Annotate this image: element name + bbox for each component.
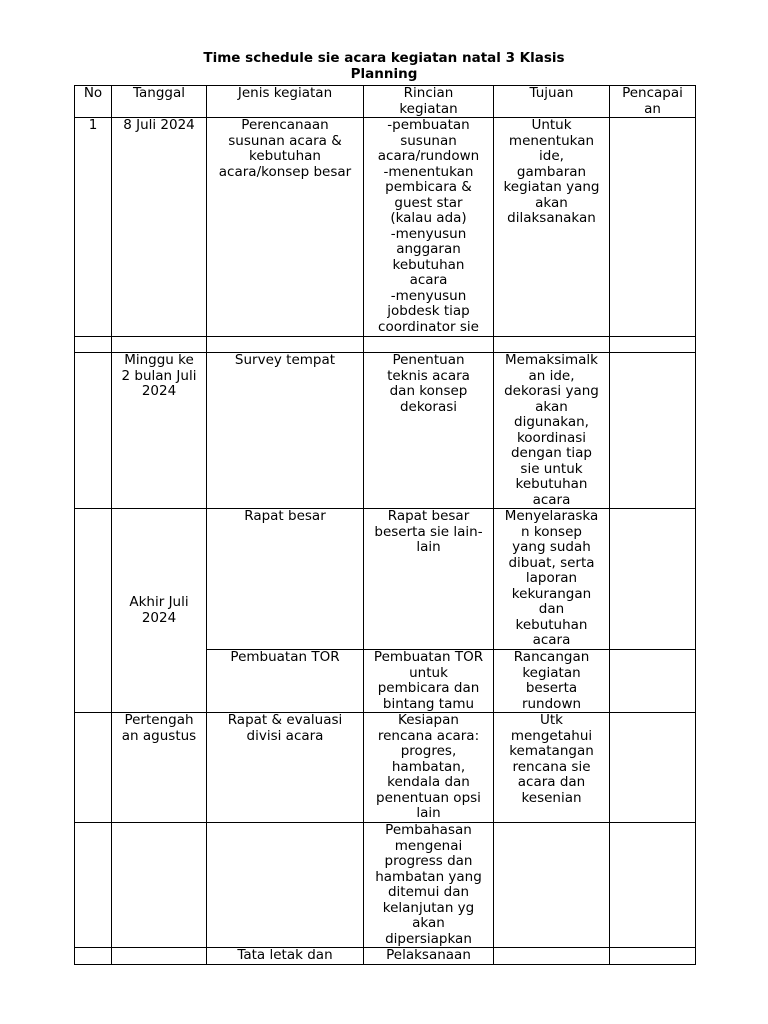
- cell-pencapaian: [610, 713, 696, 823]
- table-row: [75, 118, 696, 337]
- table-row: [75, 509, 696, 650]
- cell-rincian: Rapat besar beserta sie lain- lain: [364, 509, 494, 650]
- cell-tujuan: Utk mengetahui kematangan rencana sie acara dan kesenian: [494, 713, 610, 823]
- document-title: [74, 50, 694, 82]
- cell-tanggal: [112, 948, 207, 965]
- title-line-2: Planning: [350, 66, 418, 82]
- cell-jenis: [207, 337, 364, 353]
- cell-tujuan: [494, 948, 610, 965]
- cell-jenis: Rapat & evaluasi divisi acara: [207, 713, 364, 823]
- cell-rincian: Pelaksanaan: [364, 948, 494, 965]
- cell-tanggal: Pertengah an agustus: [112, 713, 207, 823]
- cell-pencapaian: [610, 353, 696, 509]
- cell-pencapaian: [610, 118, 696, 337]
- table-row: [75, 713, 696, 823]
- cell-pencapaian: [610, 337, 696, 353]
- title-line-1: Time schedule sie acara kegiatan natal 3 Klasis: [203, 50, 565, 66]
- cell-tanggal: 8 Juli 2024: [112, 118, 207, 337]
- cell-tanggal: [112, 823, 207, 948]
- cell-rincian: [364, 337, 494, 353]
- table-row: [75, 823, 696, 948]
- header-no: No: [75, 86, 112, 118]
- cell-no: [75, 509, 112, 713]
- table-row: [75, 337, 696, 353]
- cell-jenis: Rapat besar: [207, 509, 364, 650]
- cell-no: [75, 823, 112, 948]
- cell-tujuan: Rancangan kegiatan beserta rundown: [494, 650, 610, 713]
- header-jenis-kegiatan: Jenis kegiatan: [207, 86, 364, 118]
- cell-rincian: Penentuan teknis acara dan konsep dekorasi: [364, 353, 494, 509]
- cell-rincian: Pembahasan mengenai progress dan hambatan yang ditemui dan kelanjutan yg akan dipersiapkan: [364, 823, 494, 948]
- cell-tanggal: [112, 337, 207, 353]
- cell-jenis: Survey tempat: [207, 353, 364, 509]
- cell-tanggal: Akhir Juli 2024: [112, 509, 207, 713]
- cell-jenis: Tata letak dan: [207, 948, 364, 965]
- cell-rincian: Pembuatan TOR untuk pembicara dan bintang tamu: [364, 650, 494, 713]
- cell-jenis: Perencanaan susunan acara & kebutuhan acara/konsep besar: [207, 118, 364, 337]
- cell-jenis: Pembuatan TOR: [207, 650, 364, 713]
- cell-jenis: [207, 823, 364, 948]
- cell-no: [75, 713, 112, 823]
- cell-tujuan: [494, 823, 610, 948]
- table-row: [75, 948, 696, 965]
- table-row: [75, 353, 696, 509]
- cell-pencapaian: [610, 650, 696, 713]
- header-pencapaian: Pencapai an: [610, 86, 696, 118]
- cell-no: [75, 948, 112, 965]
- cell-tujuan: Menyelaraska n konsep yang sudah dibuat, serta laporan kekurangan dan kebutuhan acara: [494, 509, 610, 650]
- cell-rincian: Kesiapan rencana acara: progres, hambatan, kendala dan penentuan opsi lain: [364, 713, 494, 823]
- table-header-row: [75, 86, 696, 118]
- cell-no: [75, 353, 112, 509]
- cell-no: [75, 337, 112, 353]
- cell-pencapaian: [610, 509, 696, 650]
- header-tujuan: Tujuan: [494, 86, 610, 118]
- header-tanggal: Tanggal: [112, 86, 207, 118]
- cell-pencapaian: [610, 948, 696, 965]
- cell-rincian: -pembuatan susunan acara/rundown -menentukan pembicara & guest star (kalau ada) -menyusun anggaran kebutuhan acara -menyusun jobdesk tiap coordinator sie: [364, 118, 494, 337]
- cell-pencapaian: [610, 823, 696, 948]
- cell-tujuan: Memaksimalk an ide, dekorasi yang akan digunakan, koordinasi dengan tiap sie untuk kebutuhan acara: [494, 353, 610, 509]
- header-rincian-kegiatan: Rincian kegiatan: [364, 86, 494, 118]
- schedule-table: [74, 85, 696, 965]
- cell-tujuan: [494, 337, 610, 353]
- cell-tanggal: Minggu ke 2 bulan Juli 2024: [112, 353, 207, 509]
- cell-no: 1: [75, 118, 112, 337]
- cell-tujuan: Untuk menentukan ide, gambaran kegiatan yang akan dilaksanakan: [494, 118, 610, 337]
